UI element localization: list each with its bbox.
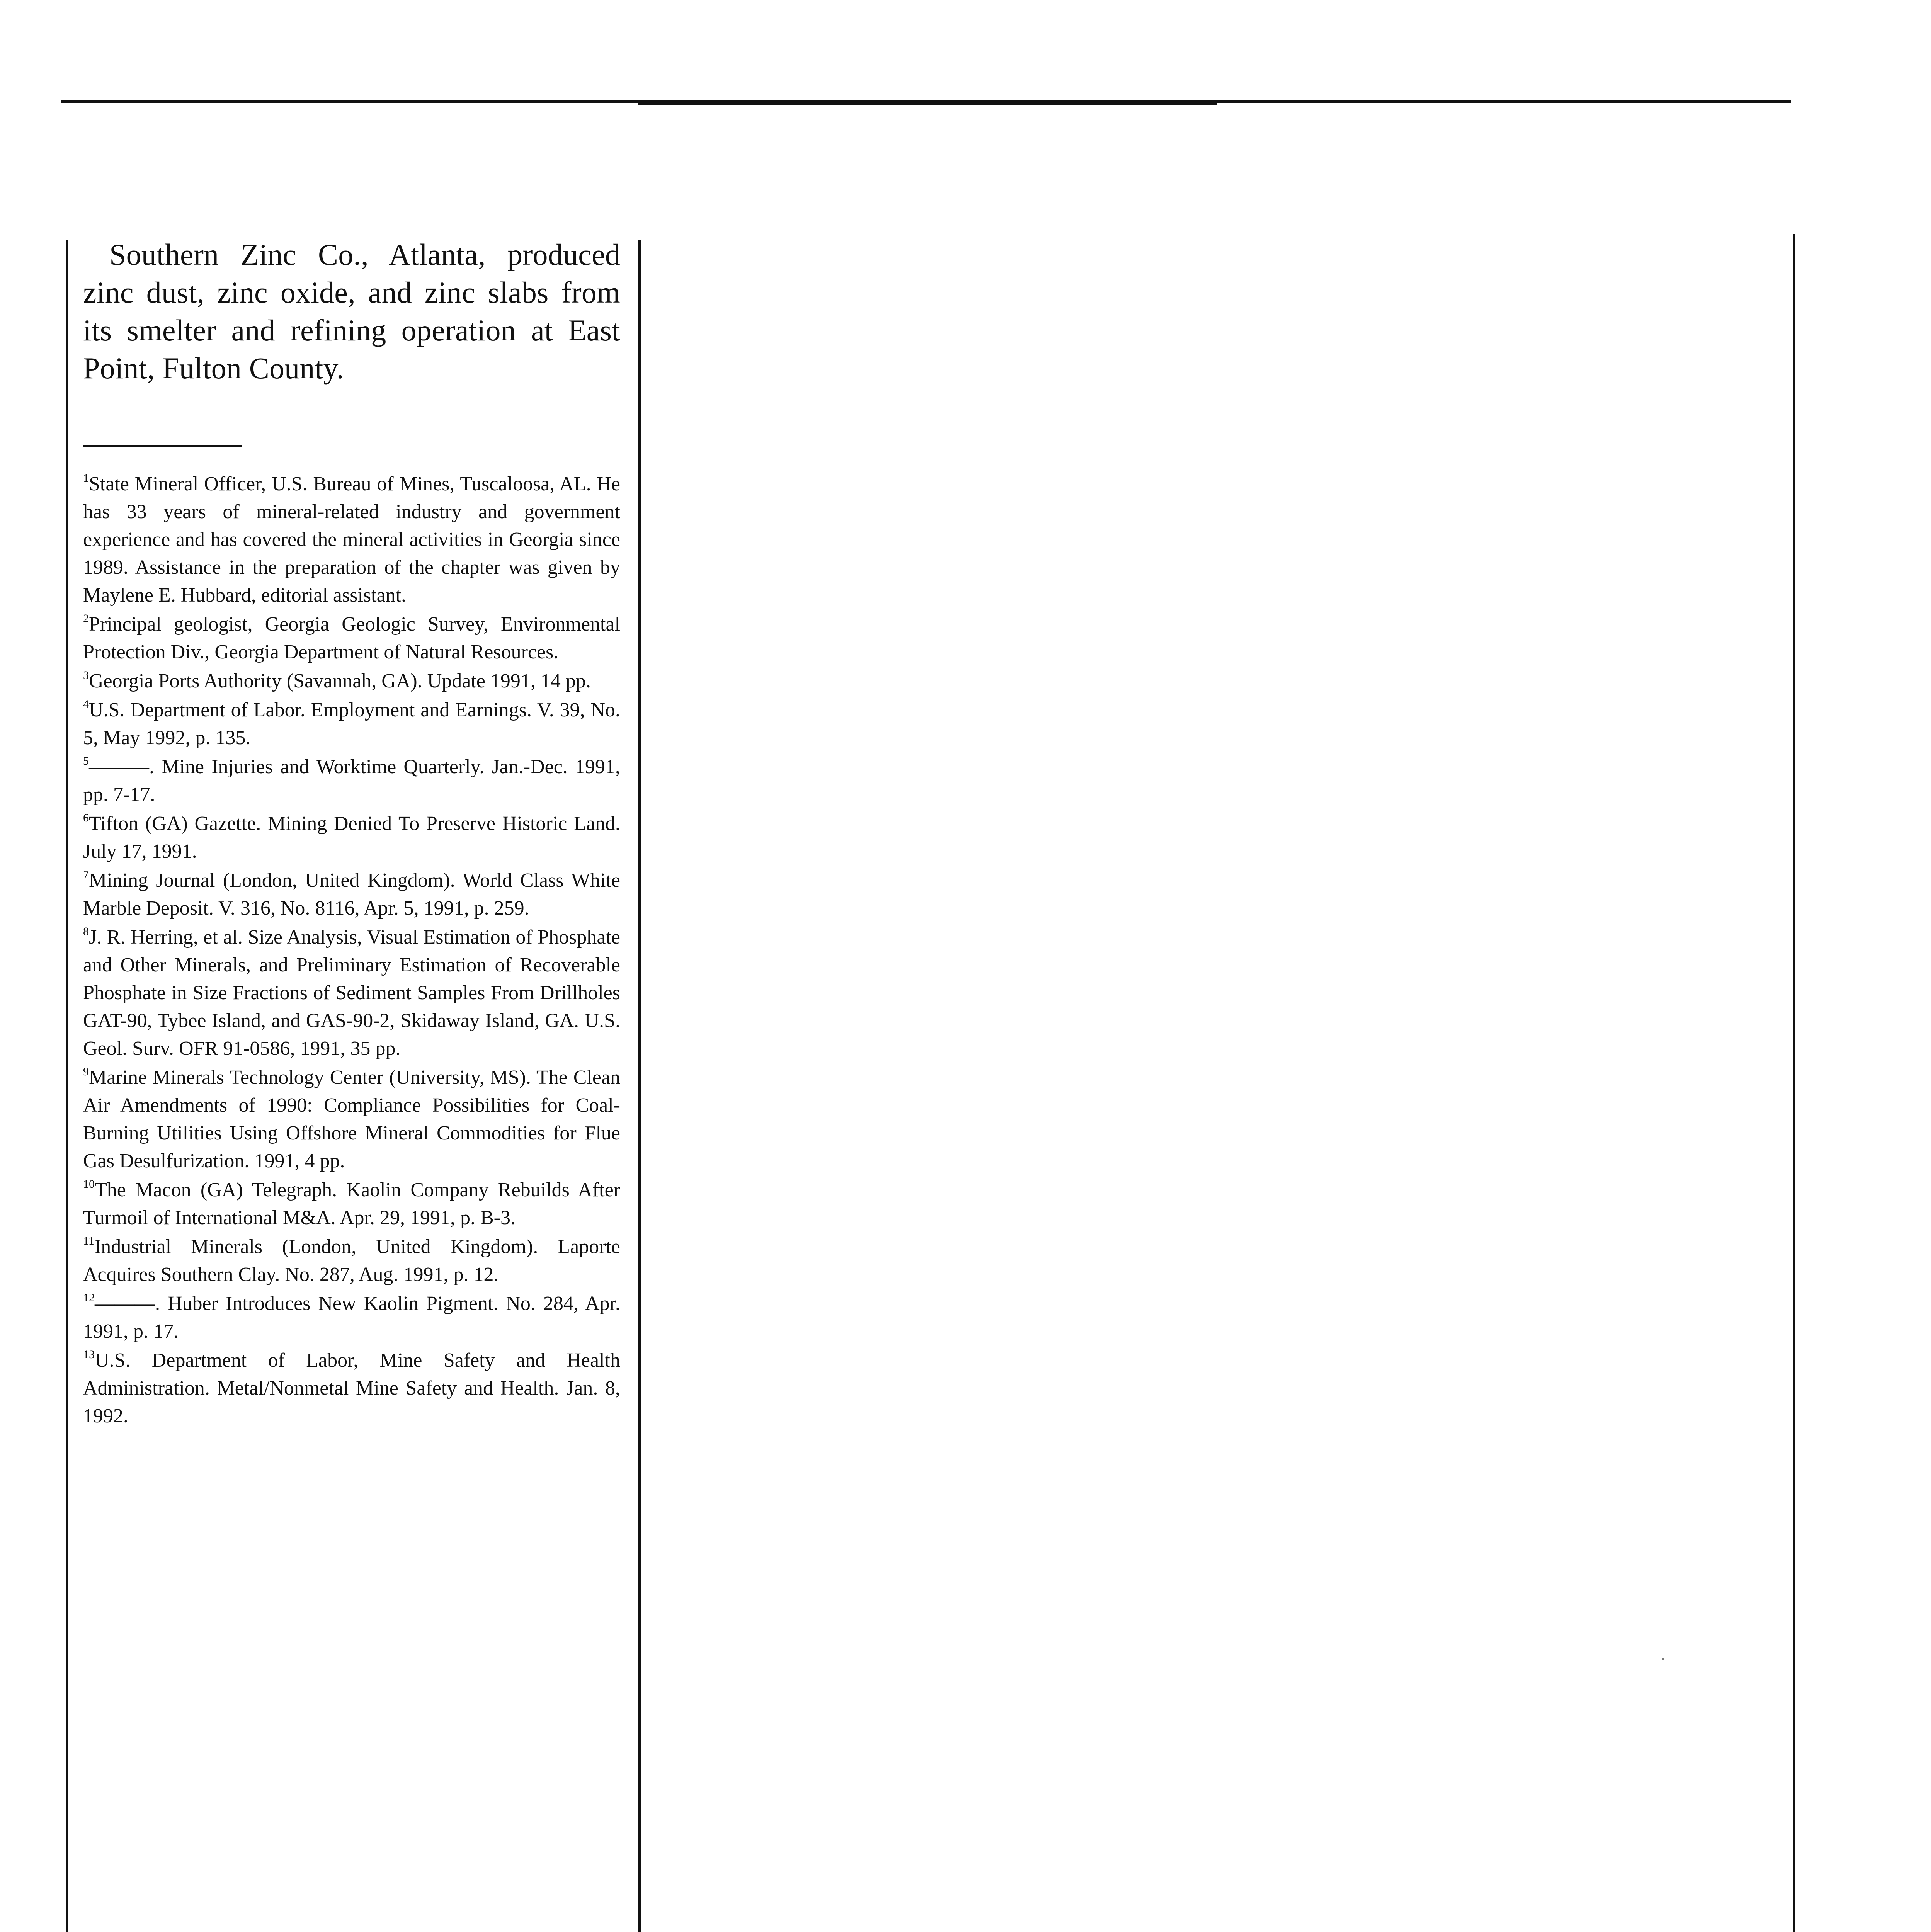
footnote-marker: 1 <box>83 472 89 485</box>
footnote-marker: 8 <box>83 925 89 938</box>
lead-paragraph: Southern Zinc Co., Atlanta, produced zinc dust, zinc oxide, and zinc slabs from its smelter and refining operation at East Point, Fulton County. <box>83 238 620 385</box>
footnote-marker: 7 <box>83 868 89 881</box>
footnote-text: U.S. Department of Labor, Mine Safety and Health Administration. Metal/Nonmetal Mine Safety and Health. Jan. 8, 1992. <box>83 1349 620 1427</box>
footnote-10 <box>83 1176 620 1232</box>
footnote-text: Industrial Minerals (London, United Kingdom). Laporte Acquires Southern Clay. No. 287, Aug. 1991, p. 12. <box>83 1236 620 1286</box>
footnote-text: ———. Mine Injuries and Worktime Quarterly. Jan.-Dec. 1991, pp. 7-17. <box>83 756 620 806</box>
footnote-marker: 5 <box>83 755 89 767</box>
footnote-text: Principal geologist, Georgia Geologic Survey, Environmental Protection Div., Georgia Department of Natural Resources. <box>83 613 620 663</box>
footnote-6 <box>83 810 620 866</box>
footnote-marker: 3 <box>83 669 89 682</box>
footnote-7 <box>83 867 620 922</box>
footnote-text: Mining Journal (London, United Kingdom). World Class White Marble Deposit. V. 316, No. 8116, Apr. 5, 1991, p. 259. <box>83 869 620 919</box>
footnote-11 <box>83 1233 620 1289</box>
footnote-12 <box>83 1290 620 1345</box>
left-column-rule <box>66 240 68 1932</box>
left-column <box>83 236 620 1431</box>
footnote-marker: 6 <box>83 811 89 824</box>
footnote-text: Marine Minerals Technology Center (University, MS). The Clean Air Amendments of 1990: Compliance Possibilities for Coal-Burning Utilities Using Offshore Mineral Commodities for Flue Gas Desulfurization. 1991, 4 pp. <box>83 1066 620 1172</box>
footnote-marker: 4 <box>83 698 89 711</box>
footnote-3 <box>83 667 620 695</box>
footnote-5 <box>83 753 620 809</box>
footnote-8 <box>83 923 620 1063</box>
right-column-rule <box>1793 234 1795 1932</box>
footnote-marker: 2 <box>83 612 89 625</box>
footnote-13 <box>83 1347 620 1430</box>
footnote-9 <box>83 1064 620 1175</box>
footnote-text: Tifton (GA) Gazette. Mining Denied To Preserve Historic Land. July 17, 1991. <box>83 813 620 862</box>
scan-speck <box>1662 1658 1664 1660</box>
footnote-separator <box>83 445 242 447</box>
footnote-2 <box>83 611 620 666</box>
footnote-text: ———. Huber Introduces New Kaolin Pigment. No. 284, Apr. 1991, p. 17. <box>83 1293 620 1342</box>
footnote-text: J. R. Herring, et al. Size Analysis, Visual Estimation of Phosphate and Other Minerals, and Preliminary Estimation of Recoverable Phosphate in Size Fractions of Sediment Samples From Drillholes GAT-90, Tybee Island, and GAS-90-2, Skidaway Island, GA. U.S. Geol. Surv. OFR 91-0586, 1991, 35 pp. <box>83 926 620 1060</box>
footnote-text: State Mineral Officer, U.S. Bureau of Mines, Tuscaloosa, AL. He has 33 years of mineral-related industry and government experience and has covered the mineral activities in Georgia since 1989. Assistance in the preparation of the chapter was given by Maylene E. Hubbard, editorial assistant. <box>83 473 620 606</box>
footnote-text: Georgia Ports Authority (Savannah, GA). Update 1991, 14 pp. <box>89 670 591 692</box>
footnote-marker: 12 <box>83 1291 95 1304</box>
footnote-marker: 9 <box>83 1065 89 1078</box>
header-rule-thick-segment <box>638 102 1217 105</box>
footnote-list <box>83 470 620 1430</box>
footnote-text: U.S. Department of Labor. Employment and Earnings. V. 39, No. 5, May 1992, p. 135. <box>83 699 620 749</box>
footnote-4 <box>83 696 620 752</box>
footnote-1 <box>83 470 620 609</box>
footnote-marker: 10 <box>83 1178 95 1190</box>
footnote-marker: 13 <box>83 1348 95 1361</box>
footnote-marker: 11 <box>83 1235 94 1247</box>
column-divider-rule <box>638 240 641 1932</box>
footnote-text: The Macon (GA) Telegraph. Kaolin Company Rebuilds After Turmoil of International M&A. Apr. 29, 1991, p. B-3. <box>83 1179 620 1229</box>
